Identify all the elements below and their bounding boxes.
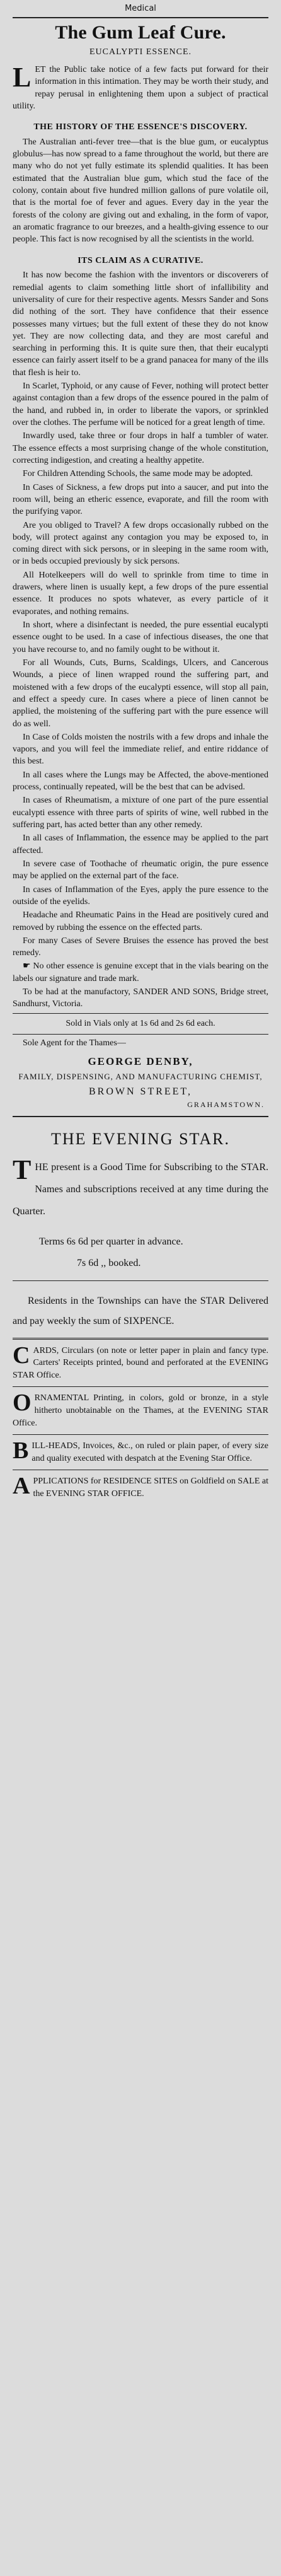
claim-paragraph: In Case of Colds moisten the nostrils with a few drops and inhale the vapors, and you will feel the immediate relief, and entire riddance of this best. (13, 732, 268, 767)
history-paragraph: The Australian anti-fever tree—that is the blue gum, or eucalyptus globulus—has now spread to a fame throughout the world, but there are many who do not yet fully estimate its splendid qualities. It has been estimated that the Australian blue gum, which stud the face of the colony, contain about five hundred million gallons of pure volatile oil, that is the mortal foe of fever and agues. Every day in the year the forests of the colony are giving out and exhaling, in the form of vapor, an aromatic fragrance to our breezes, and a health-giving essence to our people. This fact is now recognised by all the scientists in the world. (13, 137, 268, 245)
agent-name: GEORGE DENBY, (88, 1055, 193, 1067)
claim-paragraph: In Scarlet, Typhoid, or any cause of Fever, nothing will protect better against contagion than a few drops of the essence poured in the palm of the hand, and rubbed in, in order to liberate the vapors, or sprinkled over the clothes. The perfume will be noticed for a great length of time. (13, 381, 268, 427)
divider (13, 1386, 268, 1387)
divider (13, 1034, 268, 1035)
terms-advance: Terms 6s 6d per quarter in advance. (39, 1236, 183, 1248)
ornamental-text (13, 1392, 268, 1429)
applications-text (13, 1475, 268, 1500)
subscription-text: HE present is a Good Time for Subscribing to the STAR. Names and subscriptions received at any time during the Quarter. (13, 1161, 268, 1217)
residents-notice: Residents in the Townships can have the STAR Delivered and pay weekly the sum of SIXPENCE. (13, 1295, 268, 1326)
claim-paragraph: Headache and Rheumatic Pains in the Head are positively cured and removed by rubbing the essence on the effected parts. (13, 910, 268, 932)
ad-title: The Gum Leaf Cure. (55, 22, 226, 43)
drop-cap: L (13, 62, 32, 93)
section-category: Medical (125, 4, 156, 13)
divider (13, 1116, 268, 1117)
agent-description: FAMILY, DISPENSING, AND MANUFACTURING CHEMIST, (18, 1072, 263, 1081)
ornamental-ad (13, 1392, 268, 1429)
agent-intro: Sole Agent for the Thames— (23, 1038, 126, 1048)
billheads-ad (13, 1437, 268, 1465)
applications-body: PPLICATIONS for RESIDENCE SITES on Goldfield on SALE at the EVENING STAR OFFICE. (33, 1477, 268, 1499)
claim-paragraph: In Cases of Sickness, a few drops put into a saucer, and put into the room will, being an etheric essence, evaporate, and fill the room with the purifying vapor. (13, 482, 268, 517)
claim-paragraph: For Children Attending Schools, the same mode may be adopted. (23, 469, 253, 479)
claim-paragraph: In short, where a disinfectant is needed, the pure essential eucalypti essence ought to be used. In a case of infectious diseases, the one that you have recourse to, and no family ought to be without it. (13, 620, 268, 654)
drop-cap: O (13, 1390, 32, 1417)
drop-cap: B (13, 1437, 29, 1465)
ad-subtitle: EUCALYPTI ESSENCE. (89, 47, 192, 57)
evening-star-ad (13, 1130, 268, 1332)
divider (13, 1013, 268, 1014)
claim-paragraph: In all cases where the Lungs may be Affected, the above-mentioned process, continually repeated, will be the best that can be advised. (13, 770, 268, 792)
claim-paragraph: To be had at the manufactory, SANDER AND SONS, Bridge street, Sandhurst, Victoria. (13, 987, 268, 1009)
claim-paragraph: It has now become the fashion with the inventors or discoverers of remedial agents to claim something little short of infallibility and universality of cure for their respective agents. Messrs Sander and Sons did nothing of the sort. They have confidence that their essence possesses many virtues; but the full extent of these they do not know yet. They are now collecting data, and they are most careful and searching in performing this. It is quite sure then, that their eucalypti essence can fairly assert itself to be a grand panacea for many of the ills that flesh is heir to. (13, 270, 268, 378)
claim-paragraph: For many Cases of Severe Bruises the essence has proved the best remedy. (13, 936, 268, 958)
divider (13, 1338, 268, 1340)
claim-paragraph: In cases of Inflammation of the Eyes, apply the pure essence to the outside of the eyelids. (13, 885, 268, 907)
claim-paragraph: Are you obliged to Travel? A few drops occasionally rubbed on the body, will protect against any contagion you may be exposed to, in coming direct with sick persons, or in sleeping in the same room with, or in beds occupied previously by sick persons. (13, 520, 268, 567)
ornamental-body: RNAMENTAL Printing, in colors, gold or bronze, in a style hitherto unobtainable on the Thames, at the EVENING STAR Office. (13, 1393, 268, 1428)
claim-paragraph: For all Wounds, Cuts, Burns, Scaldings, Ulcers, and Cancerous Wounds, a piece of linen wrapped round the suffering part, and moistened with a few drops of the eucalypti essence, will stop all pain, and effect a speedy cure. In cases where a piece of linen cannot be applied, the moistening of the suffering part with the pure essence will do as well. (13, 658, 268, 729)
cards-body: ARDS, Circulars (on note or letter paper in plain and fancy type. Carters' Receipts printed, bound and perforated at the EVENING STAR Office. (13, 1345, 268, 1380)
intro-text: ET the Public take notice of a few facts put forward for their information in this intimation. They may be worth their study, and repay perusal in enlightening them upon a subject of practical utility. (13, 65, 268, 111)
agent-street: BROWN STREET, (88, 1086, 193, 1097)
agent-town: GRAHAMSTOWN. (187, 1099, 265, 1109)
claim-paragraph: All Hotelkeepers will do well to sprinkle from time to time in drawers, where linen is usually kept, a few drops of the pure essential essence. It produces no spots whatever, as every particle of it evaporates, and nothing remains. (13, 570, 268, 617)
claim-paragraph: In severe case of Toothache of rheumatic origin, the pure essence may be applied on the external part of the face. (13, 859, 268, 881)
claim-heading: ITS CLAIM AS A CURATIVE. (77, 255, 204, 265)
claim-paragraph: In cases of Rheumatism, a mixture of one part of the pure essential eucalypti essence with three parts of spirits of wine, well rubbed in the suffering part, has acted better than any other remedy. (13, 796, 268, 830)
claim-paragraph: In all cases of Inflammation, the essence may be applied to the part affected. (13, 833, 268, 856)
gum-leaf-cure-ad (13, 22, 268, 1110)
drop-cap: A (13, 1473, 30, 1500)
divider (13, 17, 268, 18)
paper-title: THE EVENING STAR. (51, 1129, 230, 1148)
subscription-paragraph (13, 1156, 268, 1223)
cards-ad (13, 1342, 268, 1382)
billheads-body: ILL-HEADS, Invoices, &c., on ruled or plain paper, of every size and quality executed with despatch at the Evening Star Office. (32, 1441, 268, 1463)
applications-ad (13, 1475, 268, 1500)
cards-text (13, 1342, 268, 1382)
history-heading: THE HISTORY OF THE ESSENCE'S DISCOVERY. (33, 122, 248, 132)
terms-booked: 7s 6d ,, booked. (77, 1257, 141, 1268)
divider (13, 1434, 268, 1435)
claim-paragraph: Inwardly used, take three or four drops in half a tumbler of water. The essence effects a most surprising change of the whole constitution, correcting indigestion, and creating a healthy appetite. (13, 431, 268, 465)
price-line: Sold in Vials only at 1s 6d and 2s 6d each. (66, 1018, 215, 1028)
claim-paragraphs (13, 269, 268, 1010)
billheads-text (13, 1437, 268, 1465)
drop-cap: T (13, 1154, 32, 1185)
drop-cap: C (13, 1342, 30, 1369)
intro-paragraph (13, 64, 268, 112)
claim-paragraph: ☛ No other essence is genuine except that in the vials bearing on the labels our signature and trade mark. (13, 961, 268, 983)
divider (13, 1280, 268, 1281)
